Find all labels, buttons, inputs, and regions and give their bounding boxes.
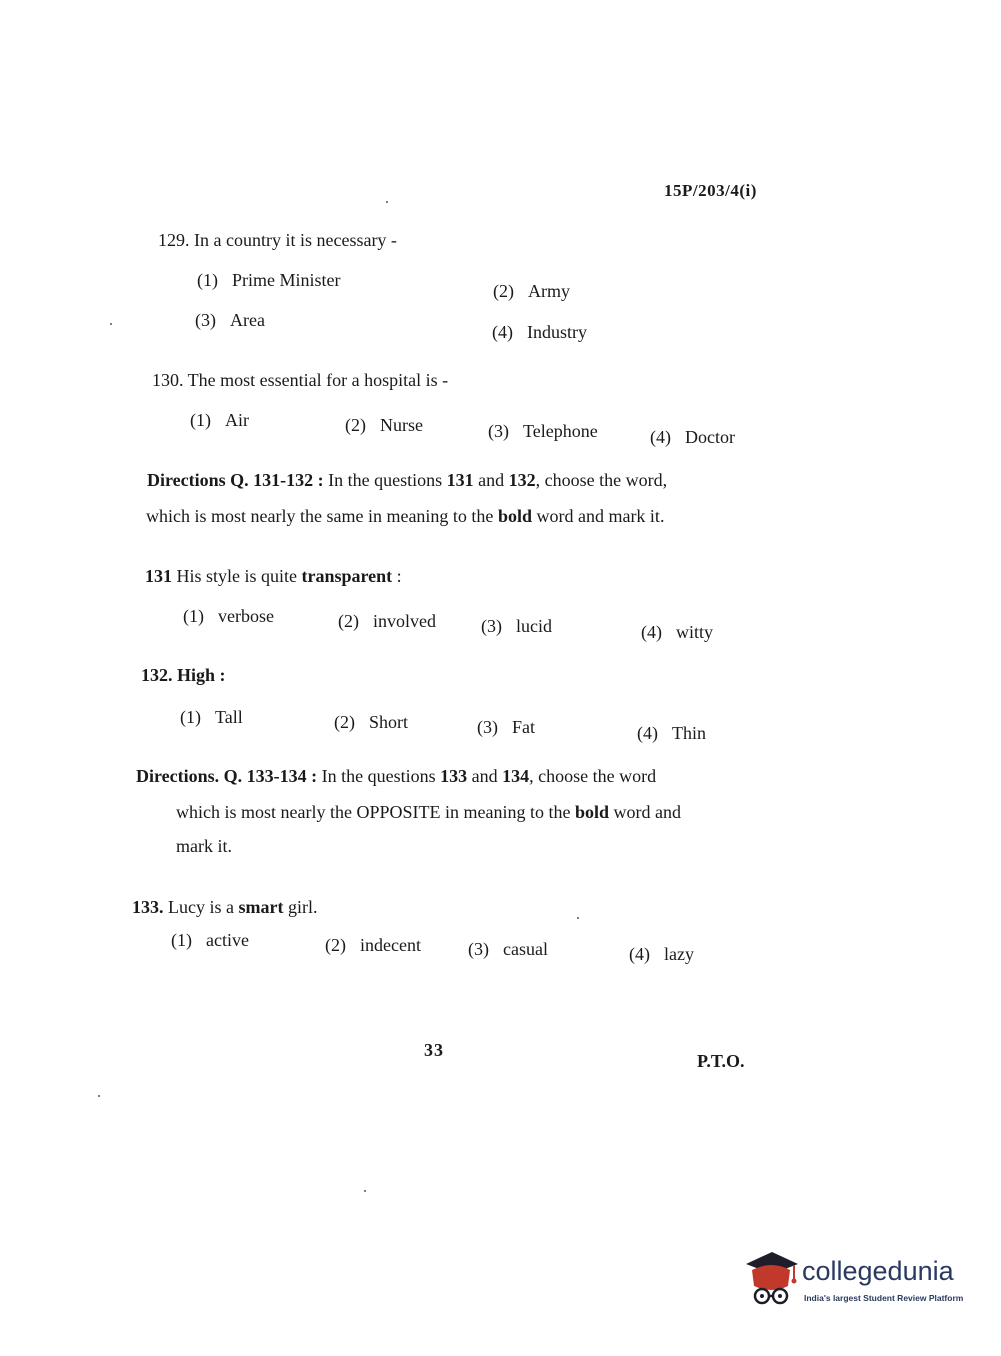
option-number: (1) [180, 707, 201, 727]
option-number: (2) [325, 935, 346, 955]
option-text: Tall [215, 707, 243, 727]
option-text: Air [225, 410, 249, 430]
option-text: lucid [516, 616, 552, 636]
directions-text: mark it. [176, 836, 232, 856]
directions-text: In the questions [323, 470, 447, 490]
directions-text: , choose the word [529, 766, 657, 786]
directions-text: word and mark it. [531, 506, 665, 526]
question-text: 130. The most essential for a hospital is - [152, 370, 449, 390]
directions-text: In the questions [317, 766, 441, 786]
question-text: His style is quite [172, 566, 302, 586]
question-133-stem [132, 897, 317, 918]
directions-label: Directions. Q. 133-134 : [136, 766, 318, 786]
q132-option-3 [477, 717, 535, 738]
scan-speck [110, 323, 112, 325]
question-text: 129. In a country it is necessary - [158, 230, 397, 250]
q131-option-1 [183, 606, 274, 627]
q133-option-1 [171, 930, 249, 951]
question-ref: 134 [502, 766, 530, 786]
emphasis-word: transparent [301, 566, 393, 586]
option-number: (2) [338, 611, 359, 631]
scan-speck [386, 201, 388, 203]
option-text: lazy [664, 944, 694, 964]
brand-name: collegedunia [802, 1256, 954, 1286]
option-text: indecent [360, 935, 421, 955]
question-131-stem [145, 566, 402, 587]
option-number: (3) [481, 616, 502, 636]
directions-text: which is most nearly the OPPOSITE in meaning to the [176, 802, 575, 822]
directions-text: which is most nearly the same in meaning to the [146, 506, 498, 526]
q133-option-2 [325, 935, 421, 956]
question-number: 133. [132, 897, 164, 917]
q129-option-4 [492, 322, 587, 343]
option-number: (3) [488, 421, 509, 441]
option-number: (3) [477, 717, 498, 737]
q130-option-3 [488, 421, 598, 442]
option-text: verbose [218, 606, 274, 626]
directions-text: , choose the word, [535, 470, 668, 490]
emphasis-word: bold [497, 506, 532, 526]
directions-133-134-line-1 [136, 766, 656, 787]
q129-option-2 [493, 281, 570, 302]
option-number: (1) [183, 606, 204, 626]
question-text: 132. High : [141, 665, 226, 685]
option-text: Industry [527, 322, 587, 342]
q129-option-1 [197, 270, 341, 291]
directions-133-134-line-2 [176, 802, 681, 823]
directions-label: Directions Q. 131-132 : [147, 470, 324, 490]
option-text: Prime Minister [232, 270, 341, 290]
option-text: Thin [672, 723, 706, 743]
directions-131-132-line-2 [146, 506, 664, 527]
q131-option-2 [338, 611, 436, 632]
pto-label: P.T.O. [697, 1051, 745, 1071]
option-number: (1) [171, 930, 192, 950]
directions-text: and [467, 766, 503, 786]
option-text: Telephone [523, 421, 598, 441]
option-text: involved [373, 611, 436, 631]
option-text: Army [528, 281, 570, 301]
option-number: (3) [468, 939, 489, 959]
option-number: (4) [637, 723, 658, 743]
question-text: Lucy is a [163, 897, 239, 917]
option-number: (1) [197, 270, 218, 290]
question-129-stem [158, 230, 397, 251]
directions-text: and [473, 470, 509, 490]
question-number: 131 [145, 566, 172, 586]
paper-code: 15P/203/4(i) [664, 181, 757, 200]
q133-option-3 [468, 939, 548, 960]
question-ref: 132 [508, 470, 536, 490]
page-number: 33 [424, 1040, 444, 1060]
directions-131-132-line-1 [147, 470, 667, 491]
option-number: (1) [190, 410, 211, 430]
option-number: (2) [345, 415, 366, 435]
option-number: (4) [492, 322, 513, 342]
option-text: witty [676, 622, 714, 642]
option-text: Short [369, 712, 409, 732]
option-number: (4) [629, 944, 650, 964]
brand-tagline: India's largest Student Review Platform [804, 1293, 964, 1303]
scan-speck [98, 1095, 100, 1097]
q132-option-4 [637, 723, 706, 744]
scan-speck [364, 1190, 366, 1192]
q131-option-3 [481, 616, 552, 637]
option-number: (2) [334, 712, 355, 732]
option-text: casual [503, 939, 548, 959]
emphasis-word: bold [574, 802, 609, 822]
q129-option-3 [195, 310, 265, 331]
option-number: (2) [493, 281, 514, 301]
q131-option-4 [641, 622, 713, 643]
option-text: Nurse [380, 415, 423, 435]
option-text: Doctor [685, 427, 735, 447]
question-ref: 131 [446, 470, 474, 490]
question-130-stem [152, 370, 448, 391]
q132-option-2 [334, 712, 408, 733]
q130-option-1 [190, 410, 249, 431]
q130-option-4 [650, 427, 735, 448]
question-132-stem [141, 665, 226, 686]
collegedunia-watermark [742, 1250, 972, 1310]
emphasis-word: smart [238, 897, 284, 917]
question-ref: 133 [440, 766, 468, 786]
option-text: Area [230, 310, 265, 330]
q133-option-4 [629, 944, 694, 965]
q132-option-1 [180, 707, 243, 728]
option-text: Fat [512, 717, 536, 737]
scan-speck [577, 917, 579, 919]
option-number: (3) [195, 310, 216, 330]
q130-option-2 [345, 415, 423, 436]
option-number: (4) [650, 427, 671, 447]
directions-133-134-line-3 [176, 836, 232, 857]
mascot-logo-icon [742, 1250, 800, 1310]
directions-text: word and [608, 802, 681, 822]
option-text: active [206, 930, 249, 950]
question-text: girl. [283, 897, 318, 917]
question-text: : [392, 566, 402, 586]
option-number: (4) [641, 622, 662, 642]
